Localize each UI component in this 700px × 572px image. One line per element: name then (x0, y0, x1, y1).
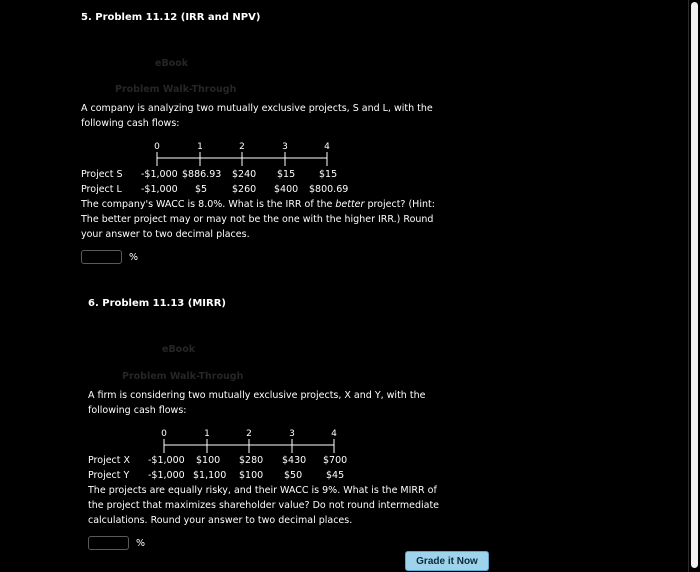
cash-flow-value: $700 (323, 455, 348, 466)
cash-flow-value: $15 (319, 169, 338, 180)
project-y-label: Project Y (88, 470, 130, 481)
cash-flow-value: $430 (282, 455, 307, 466)
problem-6-answer-input[interactable] (88, 536, 129, 550)
problem-5-question-line-3: your answer to two decimal places. (81, 229, 250, 240)
problem-5-question-line-1: The company's WACC is 8.0%. What is the IRR of the better project? (Hint: (81, 199, 435, 210)
cash-flow-value: $50 (284, 470, 303, 481)
cash-flow-value: $260 (232, 184, 257, 195)
timeline-period-label: 4 (331, 429, 337, 439)
cash-flow-value: -$1,000 (141, 169, 178, 180)
cash-flow-value: $1,100 (193, 470, 227, 481)
project-s-label: Project S (81, 169, 123, 180)
cash-flow-value: $280 (239, 455, 264, 466)
problem-5-timeline (150, 140, 340, 170)
problem-5-walkthrough-link[interactable]: Problem Walk-Through (115, 84, 237, 95)
cash-flow-value: $45 (326, 470, 345, 481)
problem-5-intro-line-1: A company is analyzing two mutually exclusive projects, S and L, with the (81, 103, 433, 114)
cash-flow-value: $15 (277, 169, 296, 180)
timeline-period-label: 2 (246, 429, 252, 439)
problem-6-percent-unit: % (136, 538, 146, 549)
problem-6-intro-line-1: A firm is considering two mutually exclusive projects, X and Y, with the (88, 390, 426, 401)
cash-flow-value: -$1,000 (148, 470, 185, 481)
problem-5-question-line-2: The better project may or may not be the one with the higher IRR.) Round (81, 214, 434, 225)
problem-6-walkthrough-link[interactable]: Problem Walk-Through (122, 371, 244, 382)
problem-5-answer-input[interactable] (81, 250, 122, 264)
problem-5-title: 5. Problem 11.12 (IRR and NPV) (81, 12, 261, 23)
problem-6-question-line-2: the project that maximizes shareholder value? Do not round intermediate (88, 500, 440, 511)
timeline-period-label: 3 (282, 142, 288, 152)
grade-it-now-button[interactable]: Grade it Now (405, 551, 489, 571)
scrollbar-thumb[interactable] (691, 2, 698, 568)
timeline-period-label: 1 (204, 429, 210, 439)
cash-flow-value: $5 (195, 184, 208, 195)
project-x-label: Project X (88, 455, 131, 466)
problem-6-title: 6. Problem 11.13 (MIRR) (88, 298, 226, 309)
problem-5-percent-unit: % (129, 252, 139, 263)
problem-6-timeline (157, 427, 347, 457)
problem-6-intro-line-2: following cash flows: (88, 405, 187, 416)
problem-6-question-line-1: The projects are equally risky, and their WACC is 9%. What is the MIRR of (88, 485, 437, 496)
cash-flow-value: $100 (196, 455, 221, 466)
problem-6-question-line-3: calculations. Round your answer to two decimal places. (88, 515, 353, 526)
problem-5-intro-line-2: following cash flows: (81, 118, 180, 129)
cash-flow-value: $100 (239, 470, 264, 481)
problem-5-ebook-link[interactable]: eBook (155, 58, 189, 69)
vertical-scrollbar[interactable] (688, 0, 700, 572)
problem-6-ebook-link[interactable]: eBook (162, 344, 196, 355)
timeline-period-label: 3 (289, 429, 295, 439)
timeline-period-label: 2 (239, 142, 245, 152)
timeline-period-label: 4 (324, 142, 330, 152)
cash-flow-value: $886.93 (182, 169, 222, 180)
project-l-label: Project L (81, 184, 122, 195)
timeline-period-label: 0 (154, 142, 160, 152)
cash-flow-value: $400 (274, 184, 299, 195)
cash-flow-value: $240 (232, 169, 257, 180)
cash-flow-value: $800.69 (309, 184, 349, 195)
timeline-period-label: 0 (161, 429, 167, 439)
cash-flow-value: -$1,000 (148, 455, 185, 466)
cash-flow-value: -$1,000 (141, 184, 178, 195)
timeline-period-label: 1 (197, 142, 203, 152)
